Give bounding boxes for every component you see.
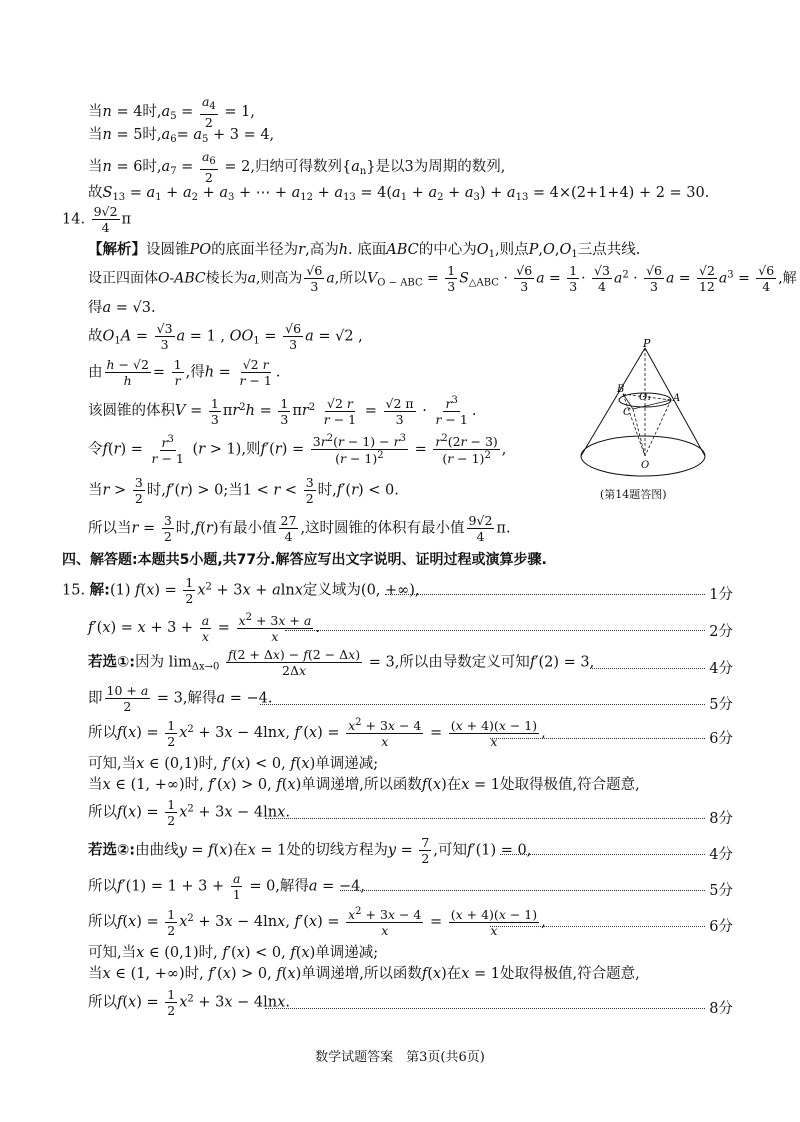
score-mark: 8分	[709, 811, 733, 827]
score-mark: 4分	[709, 847, 733, 863]
solution-line: 所以f(x) = $\frac{1}{2}$ $x^2 + 3x - 4\ln x$, f′(x) = $\frac{x^2 + 3x - 4}{x}$ = $\frac{(x + 4)(x - 1)}{x}$ ,	[88, 717, 546, 750]
page-footer: 数学试题答案 第3页(共6页)	[315, 1050, 485, 1065]
score-mark: 5分	[709, 883, 733, 899]
label-C: C	[623, 407, 631, 418]
solution-line: 当n = 6时$,a_7$ = $\frac{a_6}{2}$ = 2,归纳可得数列$\{a_n\}$是以3为周期的数列,	[88, 149, 506, 185]
solution-line: 当x ∈ (1, +∞)时, f′(x) > 0, f(x)单调递增,所以函数f(x)在x = 1处取得极值,符合题意,	[88, 966, 640, 982]
solution-line: 可知,当x ∈ (0,1)时, f′(x) < 0, f(x)单调递减;	[88, 945, 379, 961]
score-mark: 1分	[709, 587, 733, 603]
solution-line: 故$O_1A$ = $\frac{√3}{3}$ a = 1 , $OO_1$ = $\frac{√6}{3}$ a = √2 ,	[88, 321, 363, 353]
solution-line: 若选①:因为 $\lim_{\Delta x\to 0}$ $\frac{f(2 + \Delta x) - f(2 - \Delta x)}{2\Delta x}$ = 3,所以由导数定义可知f′(2) = 3,	[88, 647, 595, 679]
solution-line: 若选②:由曲线y = f(x)在x = 1处的切线方程为y = $\frac{7}{2}$ ,可知f′(1) = 0,	[88, 835, 532, 867]
score-mark: 8分	[709, 1001, 733, 1017]
solution-line: 可知,当x ∈ (0,1)时, f′(x) < 0, f(x)单调递减;	[88, 756, 379, 772]
solution-line: 所以f(x) = $\frac{1}{2}$ $x^2 + 3x - 4\ln x$, f′(x) = $\frac{x^2 + 3x - 4}{x}$ = $\frac{(x + 4)(x - 1)}{x}$ ,	[88, 906, 546, 939]
score-mark: 4分	[709, 661, 733, 677]
label-A: A	[673, 393, 681, 404]
label-B: B	[617, 384, 625, 395]
solution-line: 当r > $\frac{3}{2}$ 时,f′(r) > 0;当1 < r < $\frac{3}{2}$ 时,f′(r) < 0.	[88, 475, 399, 507]
analysis-line: 【解析】设圆锥PO的底面半径为r,高为h. 底面ABC的中心为$O_1$,则点$P,O,O_1$三点共线.	[88, 242, 641, 260]
cone-figure	[575, 338, 715, 488]
score-mark: 2分	[709, 624, 733, 640]
solution-line: 设正四面体O-ABC棱长为a,则高为 $\frac{√6}{3}$ a,所以$V_{O - ABC}$ = $\frac{1}{3}$ $S_{\triangle ABC}$ · $\frac{√6}{3}$ a = $\frac{1}{3}$ · $\frac{√3}{4}$ $a^2$ · $\frac{√6}{3}$ a = $\frac{√2}{12}$ $a^3$ = $\frac{√6}{4}$ ,解	[88, 263, 797, 295]
solution-line: 得a = √3.	[88, 300, 156, 316]
text-segment: 当n = 4时$,a_5$ =	[88, 103, 198, 122]
section-heading: 四、解答题:本题共5小题,共77分.解答应写出文字说明、证明过程或演算步骤.	[62, 552, 547, 568]
solution-line: 由 $\frac{h - √2}{h}$ = $\frac{1}{r}$ ,得h = $\frac{√2 r}{r - 1}$ .	[88, 357, 281, 389]
solution-line: 即 $\frac{10 + a}{2}$ = 3,解得a = −4.	[88, 683, 273, 715]
solution-line: 所以当r = $\frac{3}{2}$ 时,f(r)有最小值 $\frac{27}{4}$ ,这时圆锥的体积有最小值 $\frac{9√2}{4}$ π.	[88, 513, 511, 545]
solution-line: 令f(r) = $\frac{r^3}{r - 1}$ (r > 1),则f′(r) = $\frac{3r^2(r - 1) - r^3}{(r - 1)^2}$ = $\frac{r^2(2r - 3)}{(r - 1)^2}$ ,	[88, 433, 507, 467]
solution-line: 当n = 4时$,a_5$ = $\frac{a_4}{2}$ = 1,	[88, 94, 255, 130]
label-P: P	[643, 338, 651, 350]
solution-line: 故$S_{13} = a_1 + a_2 + a_3$ + ⋯ + $a_{12} + a_{13} = 4(a_1 + a_2 + a_3) + a_{13} = 4\times(2+1+4) + 2 = 30$.	[88, 185, 710, 203]
solution-line: 15. 解:(1) f(x) = $\frac{1}{2}$ $x^2 + 3x + alnx$定义域为(0, +∞),	[62, 575, 420, 607]
solution-line: 所以f′(1) = 1 + 3 + $\frac{a}{1}$ = 0,解得a = −4,	[88, 871, 365, 903]
solution-line: f′(x) = x + 3 + $\frac{a}{x}$ = $\frac{x^2 + 3x + a}{x}$ .	[88, 612, 320, 645]
score-mark: 5分	[709, 697, 733, 713]
figure-caption: (第14题答图)	[600, 488, 667, 501]
solution-line: 所以f(x) = $\frac{1}{2}$ $x^2 + 3x - 4\ln x$.	[88, 797, 290, 829]
solution-line: 所以f(x) = $\frac{1}{2}$ $x^2 + 3x - 4\ln x$.	[88, 987, 290, 1019]
solution-line: 当x ∈ (1, +∞)时, f′(x) > 0, f(x)单调递增,所以函数f(x)在x = 1处取得极值,符合题意,	[88, 777, 640, 793]
label-O: O	[641, 460, 650, 471]
score-mark: 6分	[709, 919, 733, 935]
solution-line: 当n = 5时$,a_6= a_5 + 3 = 4$,	[88, 127, 275, 145]
fraction: $\frac{a_4}{2}$	[201, 94, 216, 130]
question-14-answer: 14. $\frac{9√2}{4}$ π	[62, 204, 132, 236]
label-O1: O₁	[639, 392, 652, 403]
score-mark: 6分	[709, 731, 733, 747]
solution-line: 该圆锥的体积V = $\frac{1}{3}$ $\pi r^2h$ = $\frac{1}{3}$ $\pi r^2$ $\frac{√2 r}{r - 1}$ = $\frac{√2 \pi}{3}$ · $\frac{r^3}{r - 1}$ .	[88, 395, 477, 428]
